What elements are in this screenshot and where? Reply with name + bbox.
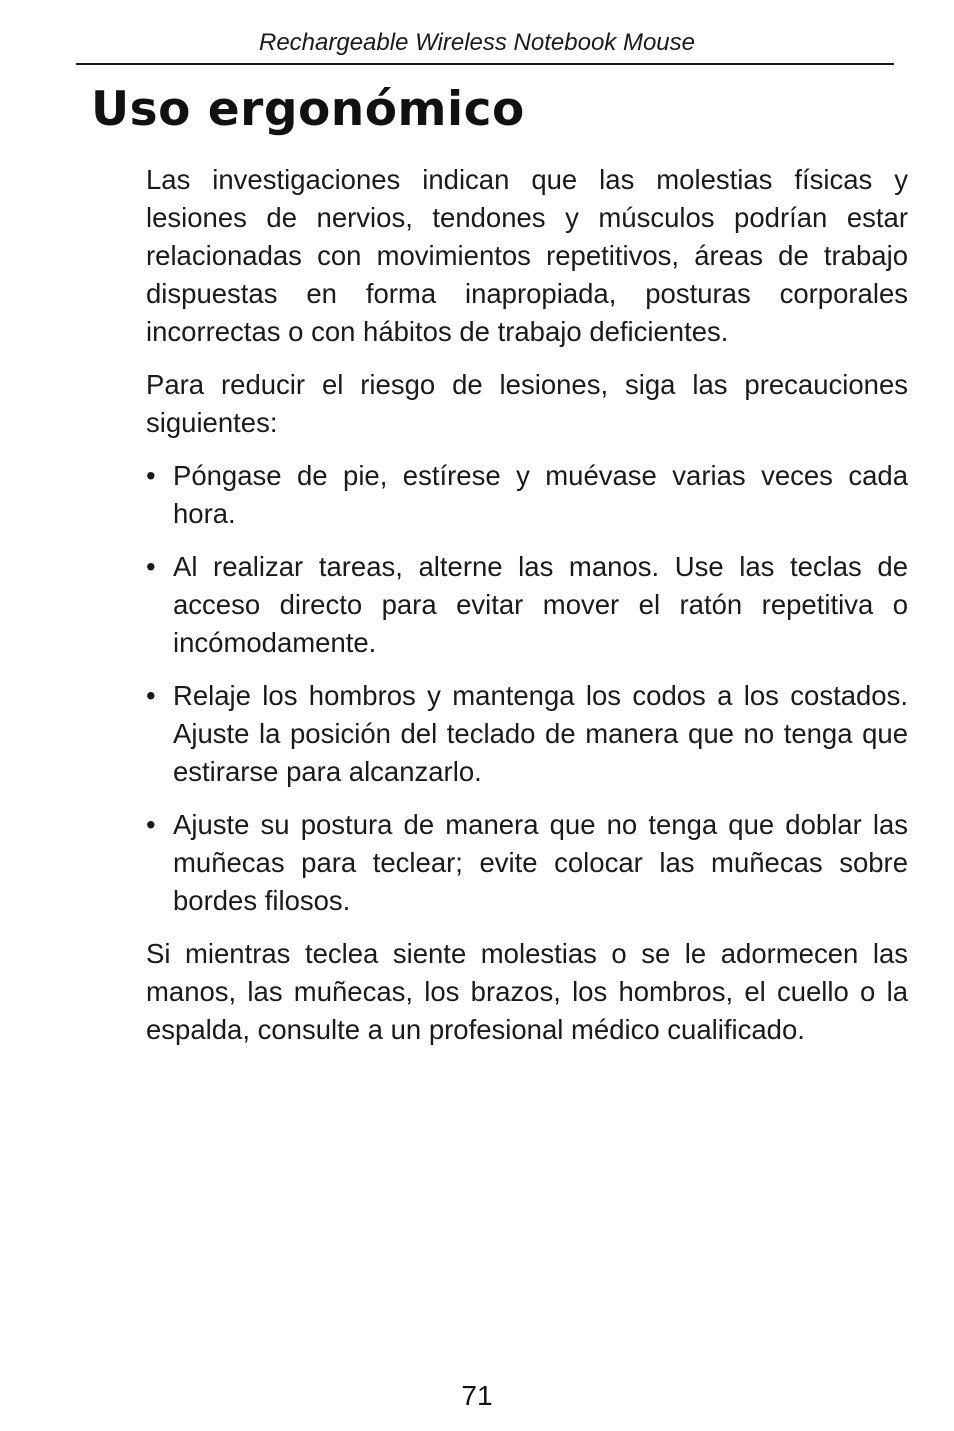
list-item (146, 806, 908, 920)
intro-paragraph: Las investigaciones indican que las molestias físicas y lesiones de nervios, tendones y músculos podrían estar relacionadas con movimientos repetitivos, áreas de trabajo dispuestas en forma inapropiada, posturas corporales incorrectas o con hábitos de trabajo deficientes. (146, 164, 908, 347)
list-item-text: Póngase de pie, estírese y muévase varias veces cada hora. (173, 460, 908, 529)
list-item-text: Relaje los hombros y mantenga los codos a los costados. Ajuste la posición del teclado de manera que no tenga que estirarse para alcanzarlo. (173, 680, 908, 787)
bullet-icon: • (146, 680, 156, 711)
page-number: 71 (461, 1380, 493, 1411)
list-item-text: Ajuste su postura de manera que no tenga que doblar las muñecas para teclear; evite colocar las muñecas sobre bordes filosos. (173, 809, 908, 916)
header-divider (76, 63, 894, 65)
lead-in-paragraph: Para reducir el riesgo de lesiones, siga las precauciones siguientes: (146, 369, 908, 438)
list-item (146, 677, 908, 791)
bullet-icon: • (146, 460, 156, 491)
list-item (146, 548, 908, 662)
bullet-icon: • (146, 809, 156, 840)
page-title: Uso ergonómico (91, 82, 525, 137)
bullet-icon: • (146, 551, 156, 582)
precautions-list (146, 457, 908, 920)
closing-paragraph: Si mientras teclea siente molestias o se le adormecen las manos, las muñecas, los brazos, los hombros, el cuello o la espalda, consulte a un profesional médico cualificado. (146, 938, 908, 1045)
body-content (146, 161, 908, 1064)
running-header: Rechargeable Wireless Notebook Mouse (258, 29, 695, 56)
list-item (146, 457, 908, 533)
list-item-text: Al realizar tareas, alterne las manos. Use las teclas de acceso directo para evitar mover el ratón repetitiva o incómodamente. (173, 551, 908, 658)
